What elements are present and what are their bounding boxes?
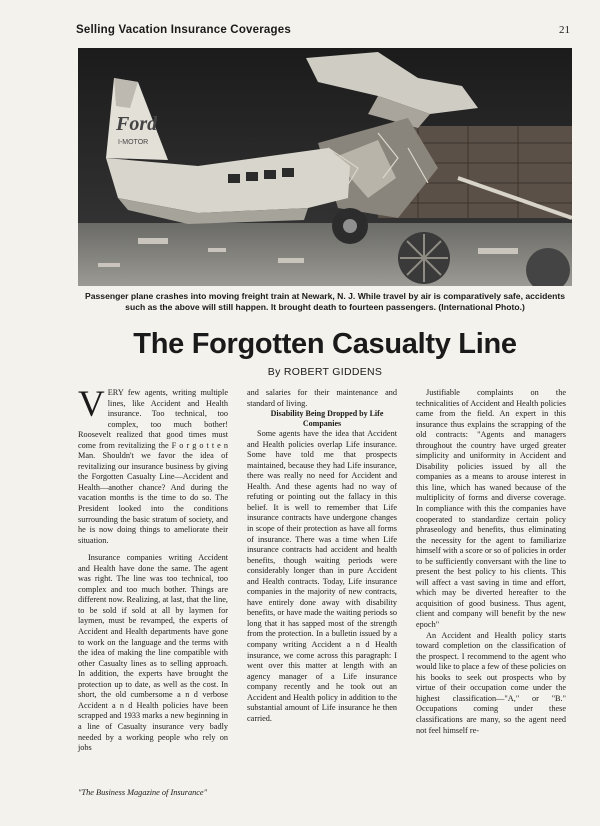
tail-lettering: Ford	[116, 113, 158, 135]
paragraph-1-text: ERY few agents, writing multiple lines, like Accident and Health insurance. Too technical, too complex, too much bother! Roosevelt realized that good times must come from revitalizing the F o r g o t t e n Man. Shouldn't we favor the idea of revitalizing our insurance business by giving the Forgotten Casualty Line—Accident and Health—another chance? And during the vacation months is the time to do so. The President looked into the conditions surrounding the basic stratum of society, and he is now doing things to ameliorate their situation.	[78, 388, 228, 545]
paragraph-4: Some agents have the idea that Accident and Health policies overlap Life insurance. Some have told me that prospects maintained, because they had Life insurance, there was really no need for Accident and Health. And these agents had no way of refuting or pointing out the fallacy in this belief. It is well to remember that Life insurance contracts have undergone changes in scope of their protection as have all forms of insurance. There was a time when Life insurance contracts had accident and health benefits, though waiting periods were considerably longer than in pure Accident and Health contracts. Today, Life insurance companies in the majority of new contracts, have entirely done away with disability benefits, or have made the waiting periods so long that it has sapped most of the strength from the protection. In a bulletin issued by a company writing Accident a n d Health insurance, we come across this paragraph: I went over this matter at length with an agency manager of a Life insurance company recently and he took out an Accident and Health policy in addition to the substantial amount of Life insurance he then carried.	[247, 429, 397, 723]
column-3	[416, 388, 566, 736]
tail-sublettering: I-MOTOR	[118, 139, 149, 146]
column-1	[78, 384, 228, 754]
news-photo	[78, 48, 572, 286]
magazine-footer: "The Business Magazine of Insurance"	[78, 788, 208, 797]
photo-caption: Passenger plane crashes into moving freight train at Newark, N. J. While travel by air is comparatively safe, accidents such as the above will still happen. It brought death to fourteen passengers. (International Photo.)	[85, 291, 565, 312]
plane-crash-illustration	[78, 48, 572, 286]
byline: By ROBERT GIDDENS	[267, 366, 383, 378]
column-2	[247, 388, 397, 724]
paragraph-5: Justifiable complaints on the technicalities of Accident and Health policies came from the field. An expert in this insurance thus explains the scrapping of the old contracts: "Agents and managers throughout the country have urged greater simplicity and uniformity in Accident and Disability policies issued by all the companies as a means to arouse interest in this line, which has waned because of the multiplicity of forms and diverse coverage. In compliance with this the companies have cooperated to standardize certain policy phraseology and benefits, thus eliminating the necessity for the agent to familiarize himself with a score or so of policies in order to be sufficiently conversant with the line to present the best policy to his clients. This will affect a vast saving in time and effort, which may be diverted hereafter to the acquisition of good business. Thus agent, client and company will benefit by the new epoch"	[416, 388, 566, 630]
running-header	[76, 24, 570, 38]
subheading: Disability Being Dropped by Life Companies	[270, 409, 384, 429]
paragraph-6: An Accident and Health policy starts toward completion on the classification of the prospect. I recommend to the agent who would like to place a few of these policies on his books to seek out prospects who by virtue of their occupation come under the highest classification—"A," or "B." Occupations coming under these classifications are many, so the agent need not feel himself re-	[416, 630, 566, 735]
paragraph-1	[78, 384, 228, 546]
section-title: Selling Vacation Insurance Coverages	[76, 24, 291, 36]
page-number: 21	[559, 24, 570, 36]
paragraph-2: Insurance companies writing Accident and Health have done the same. The agent was right. The line was too technical, too complex and too much bother. Things are different now. Realizing, at last, that the line, to be sold if sold at all by laymen for laymen, must be revamped, the experts of Accident and Health departments have gone to work on the language and the terms with the idea of making the line compatible with other Casualty lines as to selling approach. In addition, the experts have brought the protection up to date, as well as the cost. In short, the old cumbersome a n d verbose Accident a n d Health policies have been scrapped and 1933 marks a new beginning in a line of Casualty insurance very badly needed by a working people who rely on jobs	[78, 553, 228, 753]
paragraph-3: and salaries for their maintenance and standard of living.	[247, 388, 397, 408]
article-title: The Forgotten Casualty Line	[133, 328, 517, 360]
drop-cap: V	[78, 384, 105, 425]
